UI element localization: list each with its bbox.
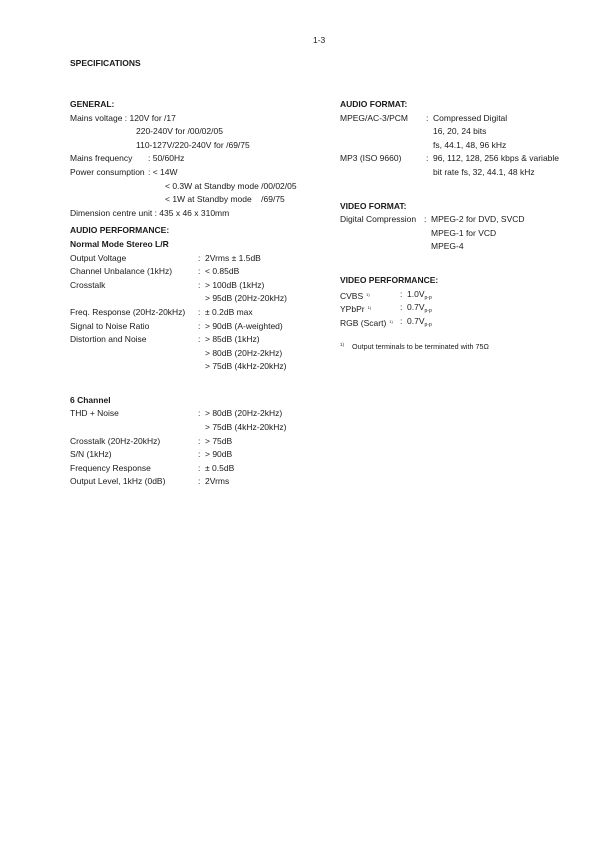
spec-label: MPEG/AC-3/PCM	[340, 112, 409, 123]
colon: :	[198, 266, 201, 277]
spec-value-cont: > 80dB (20Hz-2kHz)	[205, 347, 283, 358]
spec-label: Digital Compression	[340, 214, 417, 225]
spec-value-text: 0.7V	[407, 315, 425, 326]
spec-label: Crosstalk	[70, 279, 106, 290]
spec-label: MP3 (ISO 9660)	[340, 153, 402, 164]
video-format-heading: VIDEO FORMAT:	[340, 200, 407, 211]
spec-label	[340, 301, 400, 315]
spec-label: Distortion and Noise	[70, 334, 147, 345]
colon: :	[198, 334, 201, 345]
spec-value: 2Vrms	[205, 476, 230, 487]
spec-value: 2Vrms ± 1.5dB	[205, 252, 261, 263]
spec-value: > 90dB (A-weighted)	[205, 320, 283, 331]
spec-value: ± 0.5dB	[205, 462, 235, 473]
spec-row	[70, 448, 332, 462]
mains-frequency-label: Mains frequency	[70, 153, 133, 164]
spec-label: Frequency Response	[70, 462, 151, 473]
audio-performance-heading: AUDIO PERFORMANCE:	[70, 225, 170, 236]
power-consumption-label: Power consumption	[70, 166, 145, 177]
unit-subscript: p-p	[424, 308, 432, 315]
spec-row	[340, 315, 580, 329]
unit-subscript: p-p	[424, 294, 432, 301]
spec-row	[70, 320, 332, 334]
spec-row	[70, 435, 332, 449]
colon: :	[424, 214, 427, 225]
spec-label-text: CVBS	[340, 290, 364, 301]
spec-value-cont: MPEG-4	[431, 241, 464, 252]
unit-subscript: p-p	[424, 321, 432, 328]
power-consumption-value: : < 14W	[148, 166, 178, 177]
spec-row	[340, 213, 580, 227]
audio-format-heading: AUDIO FORMAT:	[340, 99, 408, 109]
spec-label	[340, 288, 400, 302]
spec-value-text: 0.7V	[407, 302, 425, 313]
right-column	[340, 98, 580, 354]
footnote-mark: 1)	[340, 342, 345, 348]
mains-voltage-cont: 110-127V/220-240V for /69/75	[136, 139, 250, 150]
video-performance-heading: VIDEO PERFORMANCE:	[340, 274, 439, 285]
mains-voltage-cont: 220-240V for /00/02/05	[136, 126, 223, 137]
spec-label: S/N (1kHz)	[70, 449, 112, 460]
colon: :	[198, 435, 201, 446]
spec-value: 96, 112, 128, 256 kbps & variable	[433, 153, 560, 164]
colon: :	[198, 279, 201, 290]
spec-label: Output Level, 1kHz (0dB)	[70, 476, 166, 487]
spec-row	[70, 306, 332, 320]
power-consumption-row	[70, 166, 332, 180]
power-consumption-cont: < 0.3W at Standby mode /00/02/05	[165, 180, 297, 191]
spec-label-text: YPbPr	[340, 304, 365, 315]
spec-row	[70, 462, 332, 476]
spec-value-text: 1.0V	[407, 288, 425, 299]
spec-row	[70, 265, 332, 279]
page-number: 1-3	[313, 35, 326, 45]
spec-label: Output Voltage	[70, 252, 127, 263]
spec-value-cont: > 75dB (4kHz-20kHz)	[205, 422, 287, 433]
footnote	[340, 340, 580, 354]
general-heading: GENERAL:	[70, 99, 115, 109]
spec-row	[340, 152, 580, 166]
spec-value-cont: > 75dB (4kHz-20kHz)	[205, 361, 287, 372]
footnote-ref: 1)	[389, 318, 393, 324]
spec-value-cont: fs, 44.1, 48, 96 kHz	[433, 139, 507, 150]
spec-value	[407, 301, 432, 315]
spec-value-cont: MPEG-1 for VCD	[431, 227, 497, 238]
spec-label	[340, 315, 400, 329]
spec-value: ± 0.2dB max	[205, 306, 253, 317]
normal-mode-heading: Normal Mode Stereo L/R	[70, 238, 169, 249]
spec-value	[407, 288, 432, 302]
mains-frequency-value: : 50/60Hz	[148, 153, 185, 164]
mains-voltage-label: Mains voltage :	[70, 112, 128, 123]
mains-voltage-row	[70, 112, 332, 126]
colon: :	[198, 306, 201, 317]
colon: :	[198, 462, 201, 473]
spec-value: > 85dB (1kHz)	[205, 334, 260, 345]
spec-row	[70, 407, 332, 421]
spec-value: > 90dB	[205, 449, 233, 460]
spec-row	[70, 279, 332, 293]
spec-label: THD + Noise	[70, 408, 119, 419]
spec-value	[407, 315, 432, 329]
colon: :	[198, 476, 201, 487]
spec-value: < 0.85dB	[205, 266, 240, 277]
mains-voltage-value: 120V for /17	[129, 112, 176, 123]
colon: :	[198, 408, 201, 419]
spec-value: MPEG-2 for DVD, SVCD	[431, 214, 525, 225]
spec-label: Channel Unbalance (1kHz)	[70, 266, 173, 277]
spec-value-cont: > 95dB (20Hz-20kHz)	[205, 293, 287, 304]
colon: :	[426, 153, 429, 164]
spec-row	[70, 333, 332, 347]
spec-value: > 100dB (1kHz)	[205, 279, 265, 290]
colon: :	[426, 112, 429, 123]
spec-row	[70, 252, 332, 266]
spec-value: > 75dB	[205, 435, 233, 446]
left-column	[70, 98, 332, 489]
spec-label: Signal to Noise Ratio	[70, 320, 150, 331]
colon: :	[198, 320, 201, 331]
page-title: SPECIFICATIONS	[70, 58, 141, 68]
footnote-text: Output terminals to be terminated with 75Ω	[352, 342, 489, 352]
power-consumption-cont: < 1W at Standby mode /69/75	[165, 194, 285, 205]
spec-value-cont: 16, 20, 24 bits	[433, 126, 487, 137]
colon: :	[400, 288, 403, 299]
spec-row	[340, 288, 580, 302]
spec-label: Freq. Response (20Hz-20kHz)	[70, 306, 186, 317]
spec-label: Crosstalk (20Hz-20kHz)	[70, 435, 161, 446]
spec-row	[340, 301, 580, 315]
colon: :	[198, 252, 201, 263]
spec-value: > 80dB (20Hz-2kHz)	[205, 408, 283, 419]
spec-value: Compressed Digital	[433, 112, 508, 123]
colon: :	[400, 302, 403, 313]
colon: :	[400, 315, 403, 326]
footnote-ref: 1)	[367, 305, 372, 311]
mains-frequency-row	[70, 152, 332, 166]
dimension-row: Dimension centre unit : 435 x 46 x 310mm	[70, 207, 230, 218]
six-channel-heading: 6 Channel	[70, 394, 111, 405]
spec-value-cont: bit rate fs, 32, 44.1, 48 kHz	[433, 166, 535, 177]
footnote-ref: 1)	[366, 291, 370, 297]
spec-row	[340, 112, 580, 126]
spec-label-text: RGB (Scart)	[340, 317, 387, 328]
colon: :	[198, 449, 201, 460]
spec-row	[70, 475, 332, 489]
